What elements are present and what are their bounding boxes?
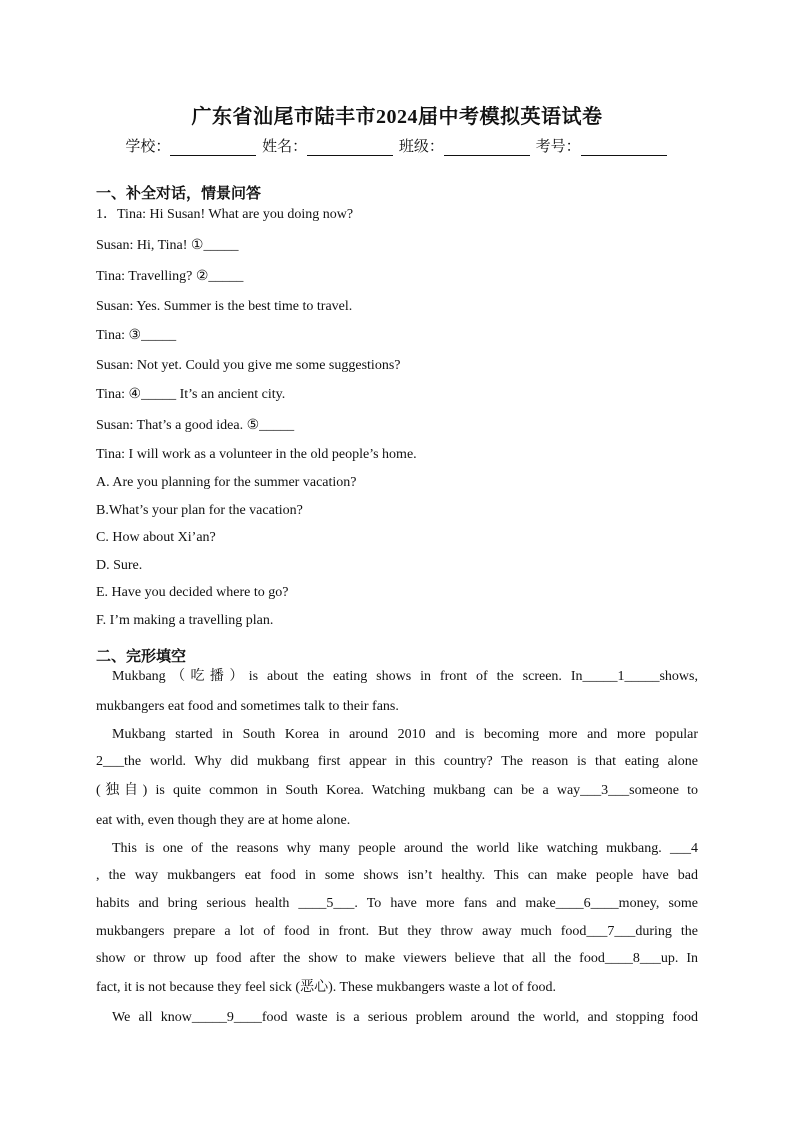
option-line: D. Sure. (96, 558, 143, 573)
dialogue-line: Tina: ③_____ (96, 328, 177, 343)
passage-line: Mukbang started in South Korea in around 2010 and is becoming more and more popular (112, 727, 698, 742)
passage-line: We all know_____9____food waste is a serious problem around the world, and stopping food (112, 1010, 698, 1025)
dialogue-line: Susan: Not yet. Could you give me some suggestions? (96, 358, 401, 373)
passage-line: (独自) is quite common in South Korea. Watching mukbang can be a way___3___someone to (96, 783, 698, 798)
option-line: C. How about Xi’an? (96, 530, 216, 545)
section1-heading: 一、补全对话，情景问答 (96, 184, 262, 202)
passage-line: mukbangers prepare a lot of food in front. But they throw away much food___7___during the (96, 924, 698, 939)
student-info-row (0, 135, 794, 156)
name-label: 姓名： (262, 139, 308, 155)
passage-line: Mukbang（吃播）is about the eating shows in front of the screen. In_____1_____shows, (112, 669, 698, 684)
passage-line: habits and bring serious health ____5___. To have more fans and make____6____money, some (96, 896, 698, 911)
passage-line: , the way mukbangers eat food in some shows isn’t healthy. This can make people have bad (96, 868, 698, 883)
dialogue-line: Susan: Yes. Summer is the best time to travel. (96, 299, 353, 314)
passage-line: fact, it is not because they feel sick (恶心). These mukbangers waste a lot of food. (96, 980, 557, 995)
passage-line: show or throw up food after the show to make viewers believe that all the food____8___up. In (96, 951, 698, 966)
name-blank[interactable] (307, 140, 393, 156)
option-line: B.What’s your plan for the vacation? (96, 503, 303, 518)
passage-line: eat with, even though they are at home alone. (96, 813, 351, 828)
class-blank[interactable] (444, 140, 530, 156)
dialogue-line: Susan: That’s a good idea. ⑤_____ (96, 418, 295, 433)
dialogue-line: Tina: ④_____ It’s an ancient city. (96, 387, 286, 402)
dialogue-line: 1．Tina: Hi Susan! What are you doing now? (96, 207, 354, 222)
dialogue-line: Tina: I will work as a volunteer in the old people’s home. (96, 447, 417, 462)
passage-line: mukbangers eat food and sometimes talk to their fans. (96, 699, 399, 714)
exam-number-label: 考号： (535, 139, 581, 155)
option-line: A. Are you planning for the summer vacation? (96, 475, 357, 490)
school-label: 学校： (125, 139, 171, 155)
exam-number-blank[interactable] (581, 140, 667, 156)
passage-line: 2___the world. Why did mukbang first appear in this country? The reason is that eating alone (96, 754, 698, 769)
dialogue-line: Susan: Hi, Tina! ①_____ (96, 238, 239, 253)
section2-heading: 二、完形填空 (96, 647, 187, 665)
school-blank[interactable] (170, 140, 256, 156)
exam-title: 广东省汕尾市陆丰市2024届中考模拟英语试卷 (191, 106, 603, 128)
class-label: 班级： (398, 139, 444, 155)
dialogue-line: Tina: Travelling? ②_____ (96, 269, 244, 284)
option-line: F. I’m making a travelling plan. (96, 613, 274, 628)
option-line: E. Have you decided where to go? (96, 585, 289, 600)
passage-line: This is one of the reasons why many people around the world like watching mukbang. ___4 (112, 841, 698, 856)
